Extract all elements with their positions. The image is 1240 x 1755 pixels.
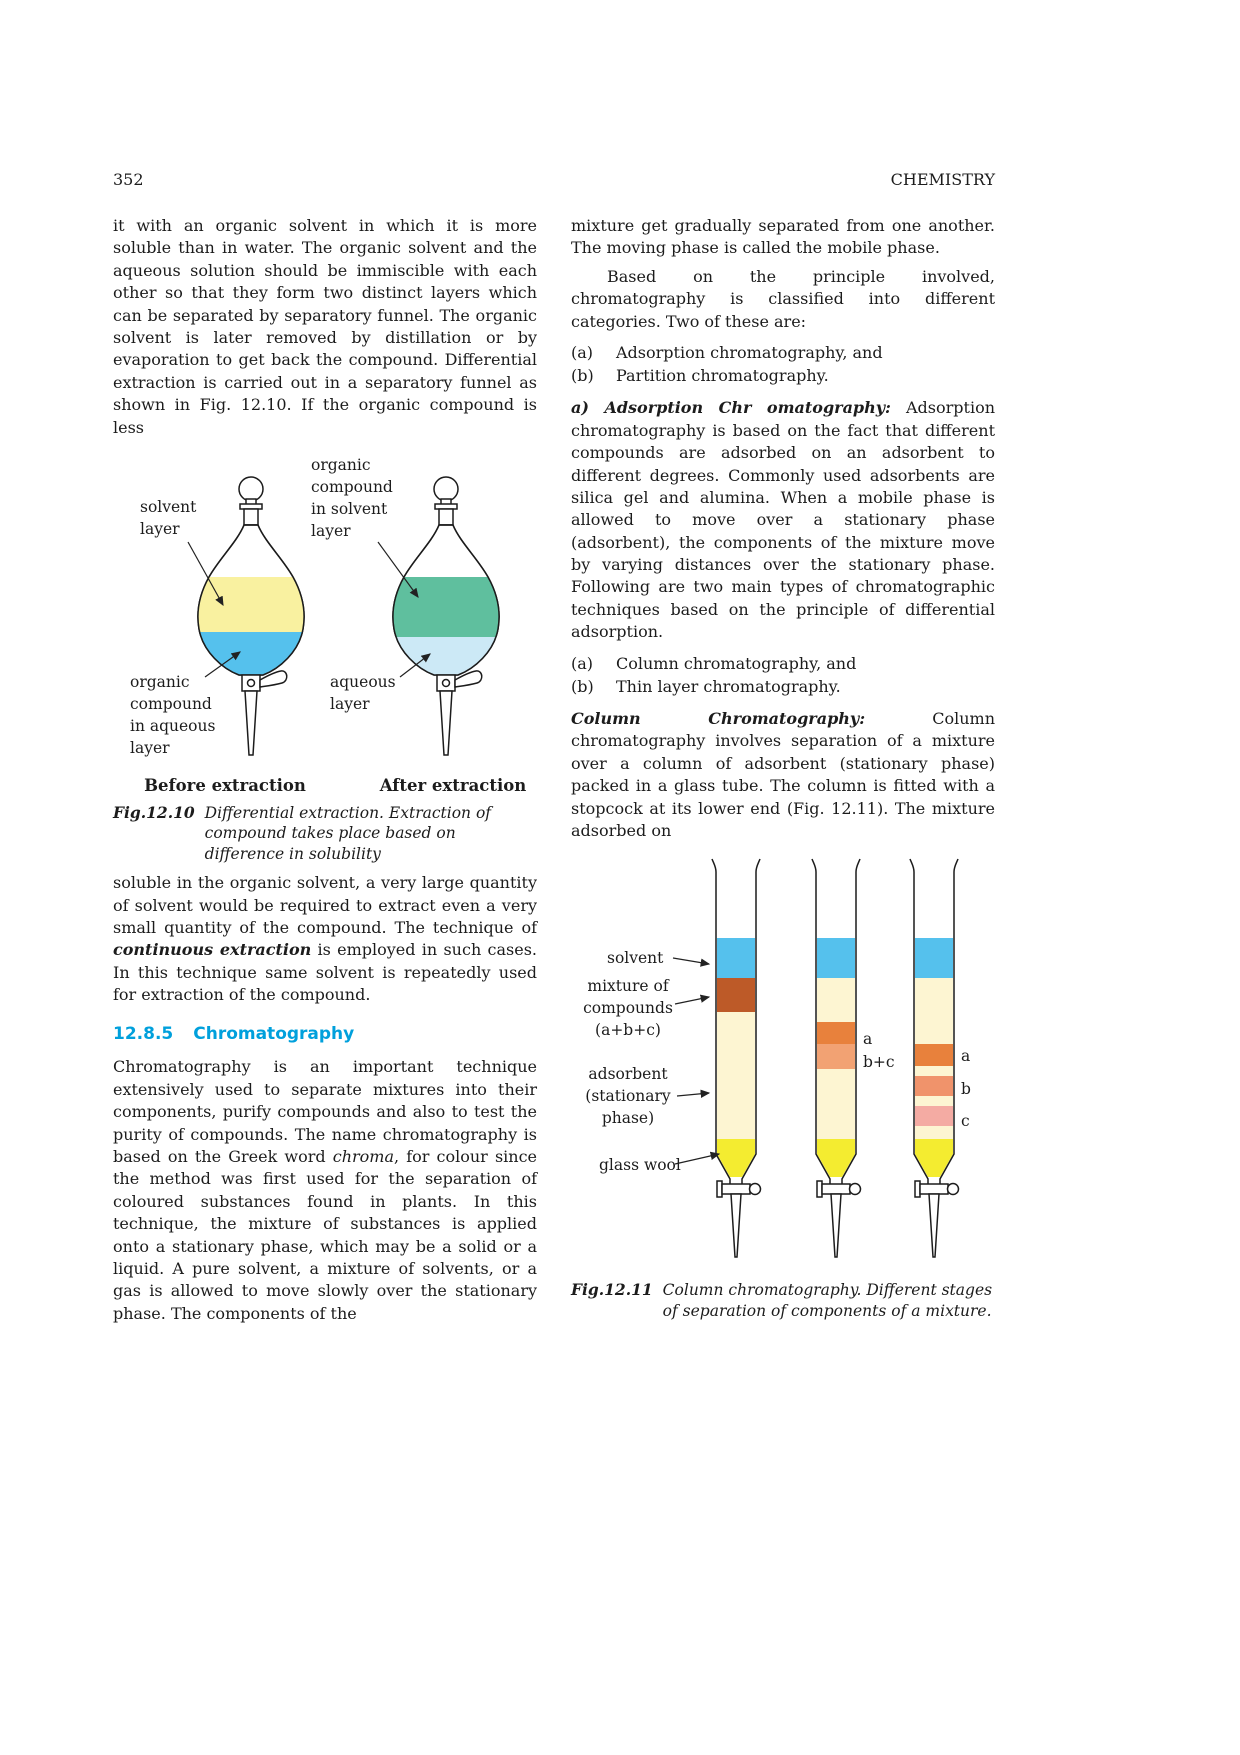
- funnel-after-extraction: [388, 477, 504, 755]
- figure-12-11-caption: [571, 1280, 995, 1321]
- list-marker: (a): [571, 653, 594, 673]
- right-column: [571, 215, 995, 1325]
- list-item: [571, 652, 995, 675]
- stopper: [239, 477, 263, 501]
- svg-text:layer: layer: [330, 694, 370, 713]
- funnel-before-extraction: [193, 477, 309, 755]
- figure-caption-label: Fig.12.10: [113, 802, 195, 822]
- adsorbent-fill: [817, 978, 855, 1022]
- band-a: [915, 1044, 953, 1066]
- svg-text:aqueous: aqueous: [330, 672, 396, 691]
- column-stem: [929, 1194, 939, 1257]
- list-chromatography-types: [571, 341, 995, 387]
- label-solvent-layer: [140, 498, 197, 538]
- label-glass-wool: glass wool: [599, 1156, 681, 1175]
- column-stem: [831, 1194, 841, 1257]
- label-adsorbent-stationary-phase: [585, 1065, 671, 1127]
- svg-text:layer: layer: [311, 521, 351, 540]
- figure-caption-label: Fig.12.11: [571, 1280, 653, 1300]
- figure-caption-text: Differential extraction. Extraction of compound takes place based on difference in solubility: [204, 803, 492, 863]
- solvent-band: [817, 938, 855, 978]
- list-text: Adsorption chromatography, and: [616, 342, 883, 362]
- funnel-stem: [245, 691, 257, 755]
- list-marker: (a): [571, 342, 594, 362]
- svg-text:organic: organic: [130, 672, 190, 691]
- list-text: Thin layer chromatography.: [616, 676, 841, 696]
- adsorbent-fill: [915, 978, 953, 1044]
- svg-text:(stationary: (stationary: [585, 1087, 671, 1106]
- svg-text:compound: compound: [130, 694, 212, 713]
- band-c: [915, 1106, 953, 1126]
- adsorbent-fill: [817, 1069, 855, 1139]
- adsorbent-fill: [717, 1012, 755, 1139]
- label-organic-compound-in-solvent-layer: [311, 456, 393, 540]
- paragraph-continuous-extraction: soluble in the organic solvent, a very large quantity of solvent would be required to extract even a very small quantity of the compound. The technique of continuous extraction is employed in such cases. In this technique same solvent is repeatedly used for extraction of the compound.: [113, 873, 537, 1005]
- figure-12-11: [571, 854, 995, 1321]
- adsorbent-fill: [915, 1126, 953, 1139]
- svg-text:solvent: solvent: [140, 497, 197, 516]
- list-text: Column chromatography, and: [616, 653, 857, 673]
- leader-solvent: [673, 958, 709, 964]
- band-b: [915, 1076, 953, 1096]
- paragraph-column-chromatography: Column Chromatography: Column chromatography involves separation of a mixture over a column of adsorbent (stationary phase) packed in a glass tube. The column is fitted with a stopcock at its lower end (Fig. 12.11). The mixture adsorbed on: [571, 709, 995, 840]
- label-after-extraction: After extraction: [379, 775, 527, 795]
- svg-text:adsorbent: adsorbent: [588, 1065, 668, 1084]
- svg-text:compound: compound: [311, 477, 393, 496]
- stopcock: [722, 1184, 750, 1194]
- glass-wool-fill: [915, 1139, 953, 1177]
- running-head-title: CHEMISTRY: [890, 170, 995, 189]
- label-column3-band-b: b: [961, 1080, 971, 1099]
- svg-text:mixture of: mixture of: [587, 977, 669, 996]
- svg-text:phase): phase): [601, 1109, 655, 1128]
- lead-adsorption-chromatography: a) Adsorption Chr omatography:: [571, 398, 891, 418]
- separatory-funnel-diagram: [113, 447, 537, 797]
- svg-text:compounds: compounds: [583, 999, 673, 1018]
- svg-text:in aqueous: in aqueous: [130, 716, 216, 735]
- chromatography-column-1: [712, 859, 761, 1257]
- band-b-c: [817, 1044, 855, 1069]
- leader-adsorbent: [677, 1093, 709, 1096]
- stopcock-knob: [948, 1184, 959, 1195]
- label-organic-compound-in-aqueous-layer: [130, 673, 216, 757]
- stopper: [434, 477, 458, 501]
- svg-text:layer: layer: [130, 738, 170, 757]
- stopcock: [822, 1184, 850, 1194]
- page-number: 352: [113, 170, 144, 189]
- label-mixture-of-compounds: [583, 977, 673, 1039]
- chromatography-column-2: [812, 859, 861, 1257]
- label-column2-band-a: a: [863, 1030, 873, 1049]
- label-aqueous-layer: [330, 673, 396, 713]
- solvent-band: [717, 938, 755, 978]
- organic-layer-fill: [388, 577, 504, 637]
- mixture-band: [717, 978, 755, 1012]
- svg-text:(a+b+c): (a+b+c): [595, 1021, 661, 1040]
- label-solvent: solvent: [607, 949, 664, 968]
- paragraph-adsorption-chromatography: a) Adsorption Chr omatography: Adsorption chromatography is based on the fact that different compounds are adsorbed on an adsorbent to different degrees. Commonly used adsorbents are silica gel and alumina. When a mobile phase is allowed to move over a stationary phase (adsorbent), the components of the mixture move by varying distances over the stationary phase. Following are two main types of chromatographic techniques based on the principle of differential adsorption.: [571, 398, 996, 642]
- funnel-stem: [440, 691, 452, 755]
- figure-caption-text: Column chromatography. Different stages of separation of components of a mixture.: [662, 1281, 993, 1320]
- paragraph-chromatography-intro: Chromatography is an important technique extensively used to separate mixtures into their components, purify compounds and also to test the purity of compounds. The name chromatography is based on the Greek word chroma, for colour since the method was first used for the separation of coloured substances found in plants. In this technique, the mixture of substances is applied onto a stationary phase, which may be a solid or a liquid. A pure solvent, a mixture of solvents, or a gas is allowed to move slowly over the stationary phase. The components of the: [113, 1057, 538, 1323]
- figure-12-10: [113, 447, 537, 864]
- list-item: [571, 364, 995, 387]
- chromatography-column-3: [910, 859, 959, 1257]
- figure-12-10-caption: [113, 803, 537, 864]
- paragraph-extraction: it with an organic solvent in which it is more soluble than in water. The organic solvent and the aqueous solution should be immiscible with each other so that they form two distinct layers which can be separated by separatory funnel. The organic solvent is later removed by distillation or by evaporation to get back the compound. Differential extraction is carried out in a separatory funnel as shown in Fig. 12.10. If the organic compound is less: [113, 216, 537, 437]
- emphasis-continuous-extraction: continuous extraction: [113, 940, 312, 960]
- list-text: Partition chromatography.: [616, 366, 829, 386]
- section-title: Chromatography: [193, 1023, 355, 1044]
- adsorbent-fill: [915, 1096, 953, 1106]
- adsorbent-fill: [915, 1066, 953, 1076]
- list-marker: (b): [571, 366, 594, 386]
- svg-text:in solvent: in solvent: [311, 499, 388, 518]
- label-column3-band-c: c: [961, 1112, 970, 1131]
- stopcock: [920, 1184, 948, 1194]
- funnel-neck: [439, 509, 453, 525]
- paragraph-mobile-phase: mixture get gradually separated from one another. The moving phase is called the mobile phase.: [571, 216, 995, 258]
- list-item: [571, 675, 995, 698]
- glass-wool-fill: [817, 1139, 855, 1177]
- funnel-neck: [244, 509, 258, 525]
- column-stem: [731, 1194, 741, 1257]
- svg-text:organic: organic: [311, 455, 371, 474]
- section-number: 12.8.5: [113, 1023, 174, 1044]
- list-item: [571, 341, 995, 364]
- band-a: [817, 1022, 855, 1044]
- label-column2-band-bc: b+c: [863, 1053, 895, 1072]
- label-before-extraction: Before extraction: [144, 775, 306, 795]
- leader-mixture: [675, 997, 709, 1004]
- paragraph-classification: Based on the principle involved, chromatography is classified into different categories. Two of these are:: [571, 266, 995, 331]
- svg-text:layer: layer: [140, 519, 180, 538]
- stopcock-knob: [750, 1184, 761, 1195]
- solvent-band: [915, 938, 953, 978]
- glass-wool-fill: [717, 1139, 755, 1177]
- solvent-layer-fill: [193, 577, 309, 632]
- section-heading-chromatography: [113, 1023, 537, 1047]
- leader-glass-wool: [675, 1154, 719, 1164]
- stopcock-knob: [850, 1184, 861, 1195]
- list-adsorption-techniques: [571, 652, 995, 698]
- label-column3-band-a: a: [961, 1047, 971, 1066]
- column-chromatography-diagram: [571, 854, 995, 1274]
- two-column-layout: [113, 215, 995, 1325]
- emphasis-chroma: chroma: [332, 1146, 394, 1166]
- running-head: [113, 170, 995, 189]
- lead-column-chromatography: Column Chromatography:: [571, 709, 866, 728]
- list-marker: (b): [571, 676, 594, 696]
- left-column: [113, 215, 537, 1325]
- aqueous-layer-fill: [388, 637, 504, 677]
